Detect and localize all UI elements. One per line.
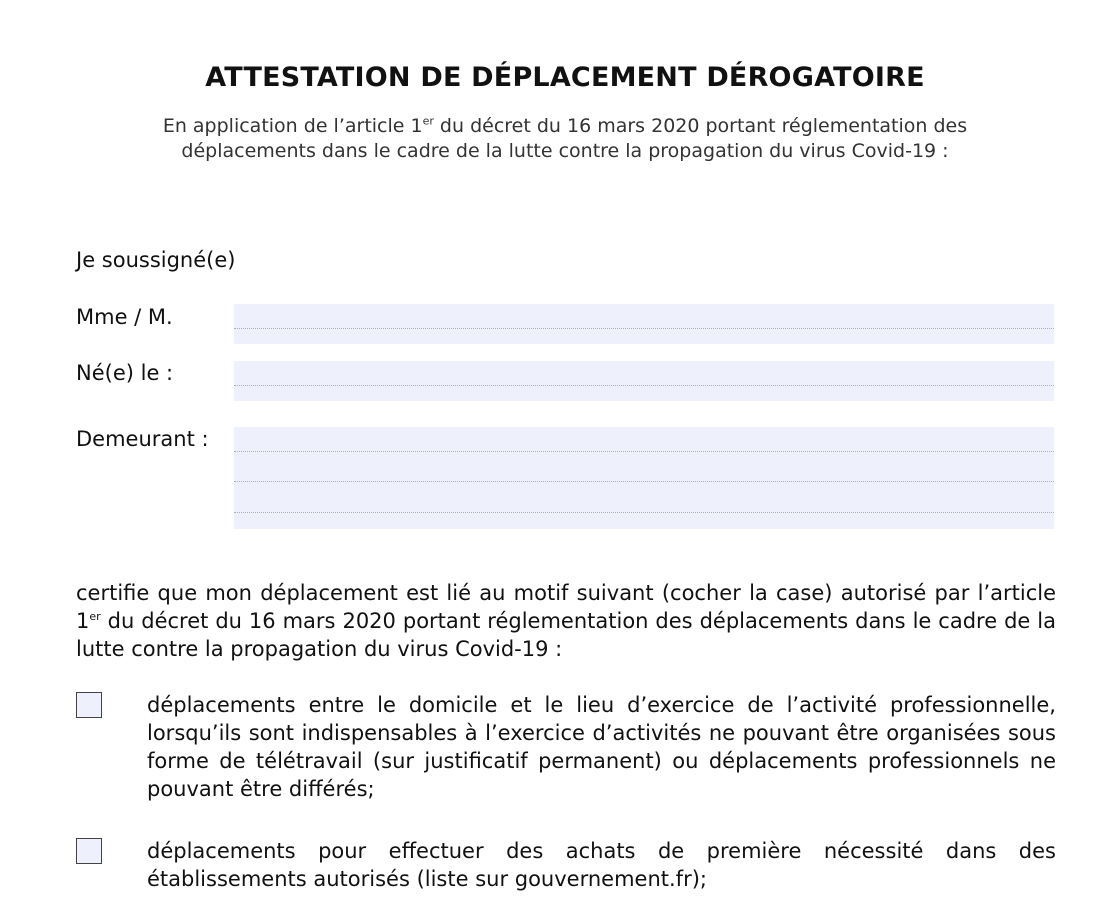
address-field-dotted-line-3 [234,512,1054,513]
birth-date-field-dotted-line [234,385,1054,386]
certification-text-start: certifie que mon déplacement est lié au motif suivant (cocher la case) autorisé par l’article 1 [76,581,1056,633]
name-field[interactable] [234,304,1054,344]
address-field-dotted-line-2 [234,481,1054,482]
birth-date-label: Né(e) le : [76,361,174,385]
certification-text-end: du décret du 16 mars 2020 portant réglementation des déplacements dans le cadre de la lutte contre la propagation du virus Covid-19 : [76,609,1056,661]
option-1-checkbox[interactable] [76,692,102,718]
option-2-text: déplacements pour effectuer des achats de première nécessité dans des établissements autorisés (liste sur gouvernement.fr); [147,839,1056,891]
name-label: Mme / M. [76,305,173,329]
subtitle-superscript: er [422,114,434,128]
subtitle-text-end: du décret du 16 mars 2020 portant réglementation des déplacements dans le cadre de la lutte contre la propagation du virus Covid-19 : [181,115,968,162]
document-subtitle [100,114,1030,164]
address-field[interactable] [234,427,1054,529]
option-2-checkbox[interactable] [76,838,102,864]
intro-label: Je soussigné(e) [76,248,236,272]
address-field-dotted-line-1 [234,451,1054,452]
name-field-dotted-line [234,328,1054,329]
option-1-text: déplacements entre le domicile et le lieu d’exercice de l’activité professionnelle, lorsqu’ils sont indispensables à l’exercice d’activités ne pouvant être organisées sous forme de télétravail (sur justificatif permanent) ou déplacements professionnels ne pouvant être différés; [147,693,1056,801]
document-title: ATTESTATION DE DÉPLACEMENT DÉROGATOIRE [205,62,925,93]
certification-paragraph [76,579,1056,663]
birth-date-field[interactable] [234,361,1054,401]
address-label: Demeurant : [76,427,209,451]
certification-superscript: er [89,610,101,623]
subtitle-text-start: En application de l’article 1 [162,115,423,137]
